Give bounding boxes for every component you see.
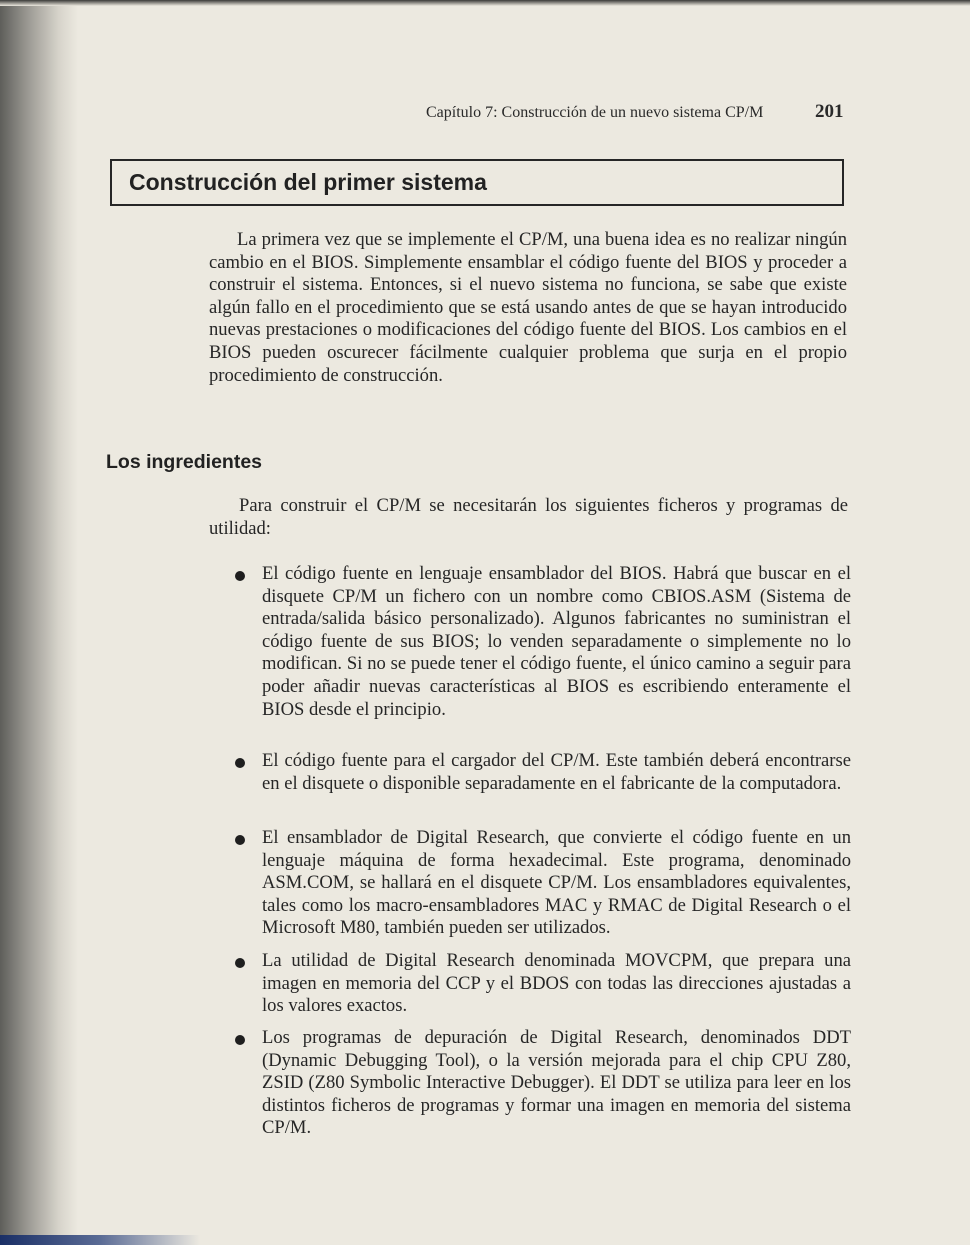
bullet-icon bbox=[235, 571, 245, 581]
ingredients-heading: Los ingredientes bbox=[106, 451, 263, 473]
bullet-icon bbox=[235, 758, 245, 768]
section-title: Construcción del primer sistema bbox=[129, 169, 487, 195]
list-item-text: El código fuente en lenguaje ensamblador del BIOS. Habrá que buscar en el disquete CP/M un fichero con un nombre como CBIOS.ASM (Sistema de entrada/salida básico personalizado). Algunos fabricantes no suministran el código fuente de sus BIOS; lo venden separadamente o simplemente no lo modifican. Si no se puede tener el código fuente, el único camino a seguir para poder añadir nuevas características al BIOS es escribiendo enteramente el BIOS desde el principio. bbox=[262, 563, 851, 720]
page-number: 201 bbox=[815, 101, 844, 122]
running-header bbox=[426, 101, 846, 122]
page-top-edge bbox=[0, 0, 970, 6]
ingredients-intro-paragraph: Para construir el CP/M se necesitarán los siguientes ficheros y programas de utilidad: bbox=[209, 495, 848, 539]
list-item-text: Los programas de depuración de Digital Research, denominados DDT (Dynamic Debugging Tool), o la versión mejorada para el chip CPU Z80, ZSID (Z80 Symbolic Interactive Debugger). El DDT se utiliza para leer en los distintos ficheros de programas y formar una imagen en memoria del sistema CP/M. bbox=[262, 1027, 851, 1139]
list-item-text: El ensamblador de Digital Research, que convierte el código fuente en un lenguaje máquina de forma hexadecimal. Este programa, denominado ASM.COM, se hallará en el disquete CP/M. Los ensambladores equivalentes, tales como los macro-ensambladores MAC y RMAC de Digital Research o el Microsoft M80, también pueden ser utilizados. bbox=[262, 827, 851, 939]
list-item-text: La utilidad de Digital Research denominada MOVCPM, que prepara una imagen en memoria del CCP y el BDOS con todas las direcciones ajustadas a los valores exactos. bbox=[262, 950, 851, 1017]
running-title: Capítulo 7: Construcción de un nuevo sistema CP/M bbox=[426, 104, 764, 121]
bullet-icon bbox=[235, 958, 245, 968]
page-bottom-edge bbox=[0, 1235, 200, 1245]
book-gutter-shadow bbox=[0, 0, 78, 1245]
bullet-icon bbox=[235, 835, 245, 845]
bullet-icon bbox=[235, 1035, 245, 1045]
intro-paragraph: La primera vez que se implemente el CP/M, una buena idea es no realizar ningún cambio en el BIOS. Simplemente ensamblar el código fuente del BIOS y proceder a construir el sistema. Entonces, si el nuevo sistema no funciona, se sabe que existe algún fallo en el procedimiento que se está usando antes de que se hayan introducido nuevas prestaciones o modificaciones del código fuente del BIOS. Los cambios en el BIOS pueden oscurecer fácilmente cualquier problema que surja en el propio procedimiento de construcción. bbox=[209, 229, 847, 386]
list-item-text: El código fuente para el cargador del CP/M. Este también deberá encontrarse en el disquete o disponible separadamente en el fabricante de la computadora. bbox=[262, 750, 851, 794]
section-title-box bbox=[110, 159, 844, 206]
